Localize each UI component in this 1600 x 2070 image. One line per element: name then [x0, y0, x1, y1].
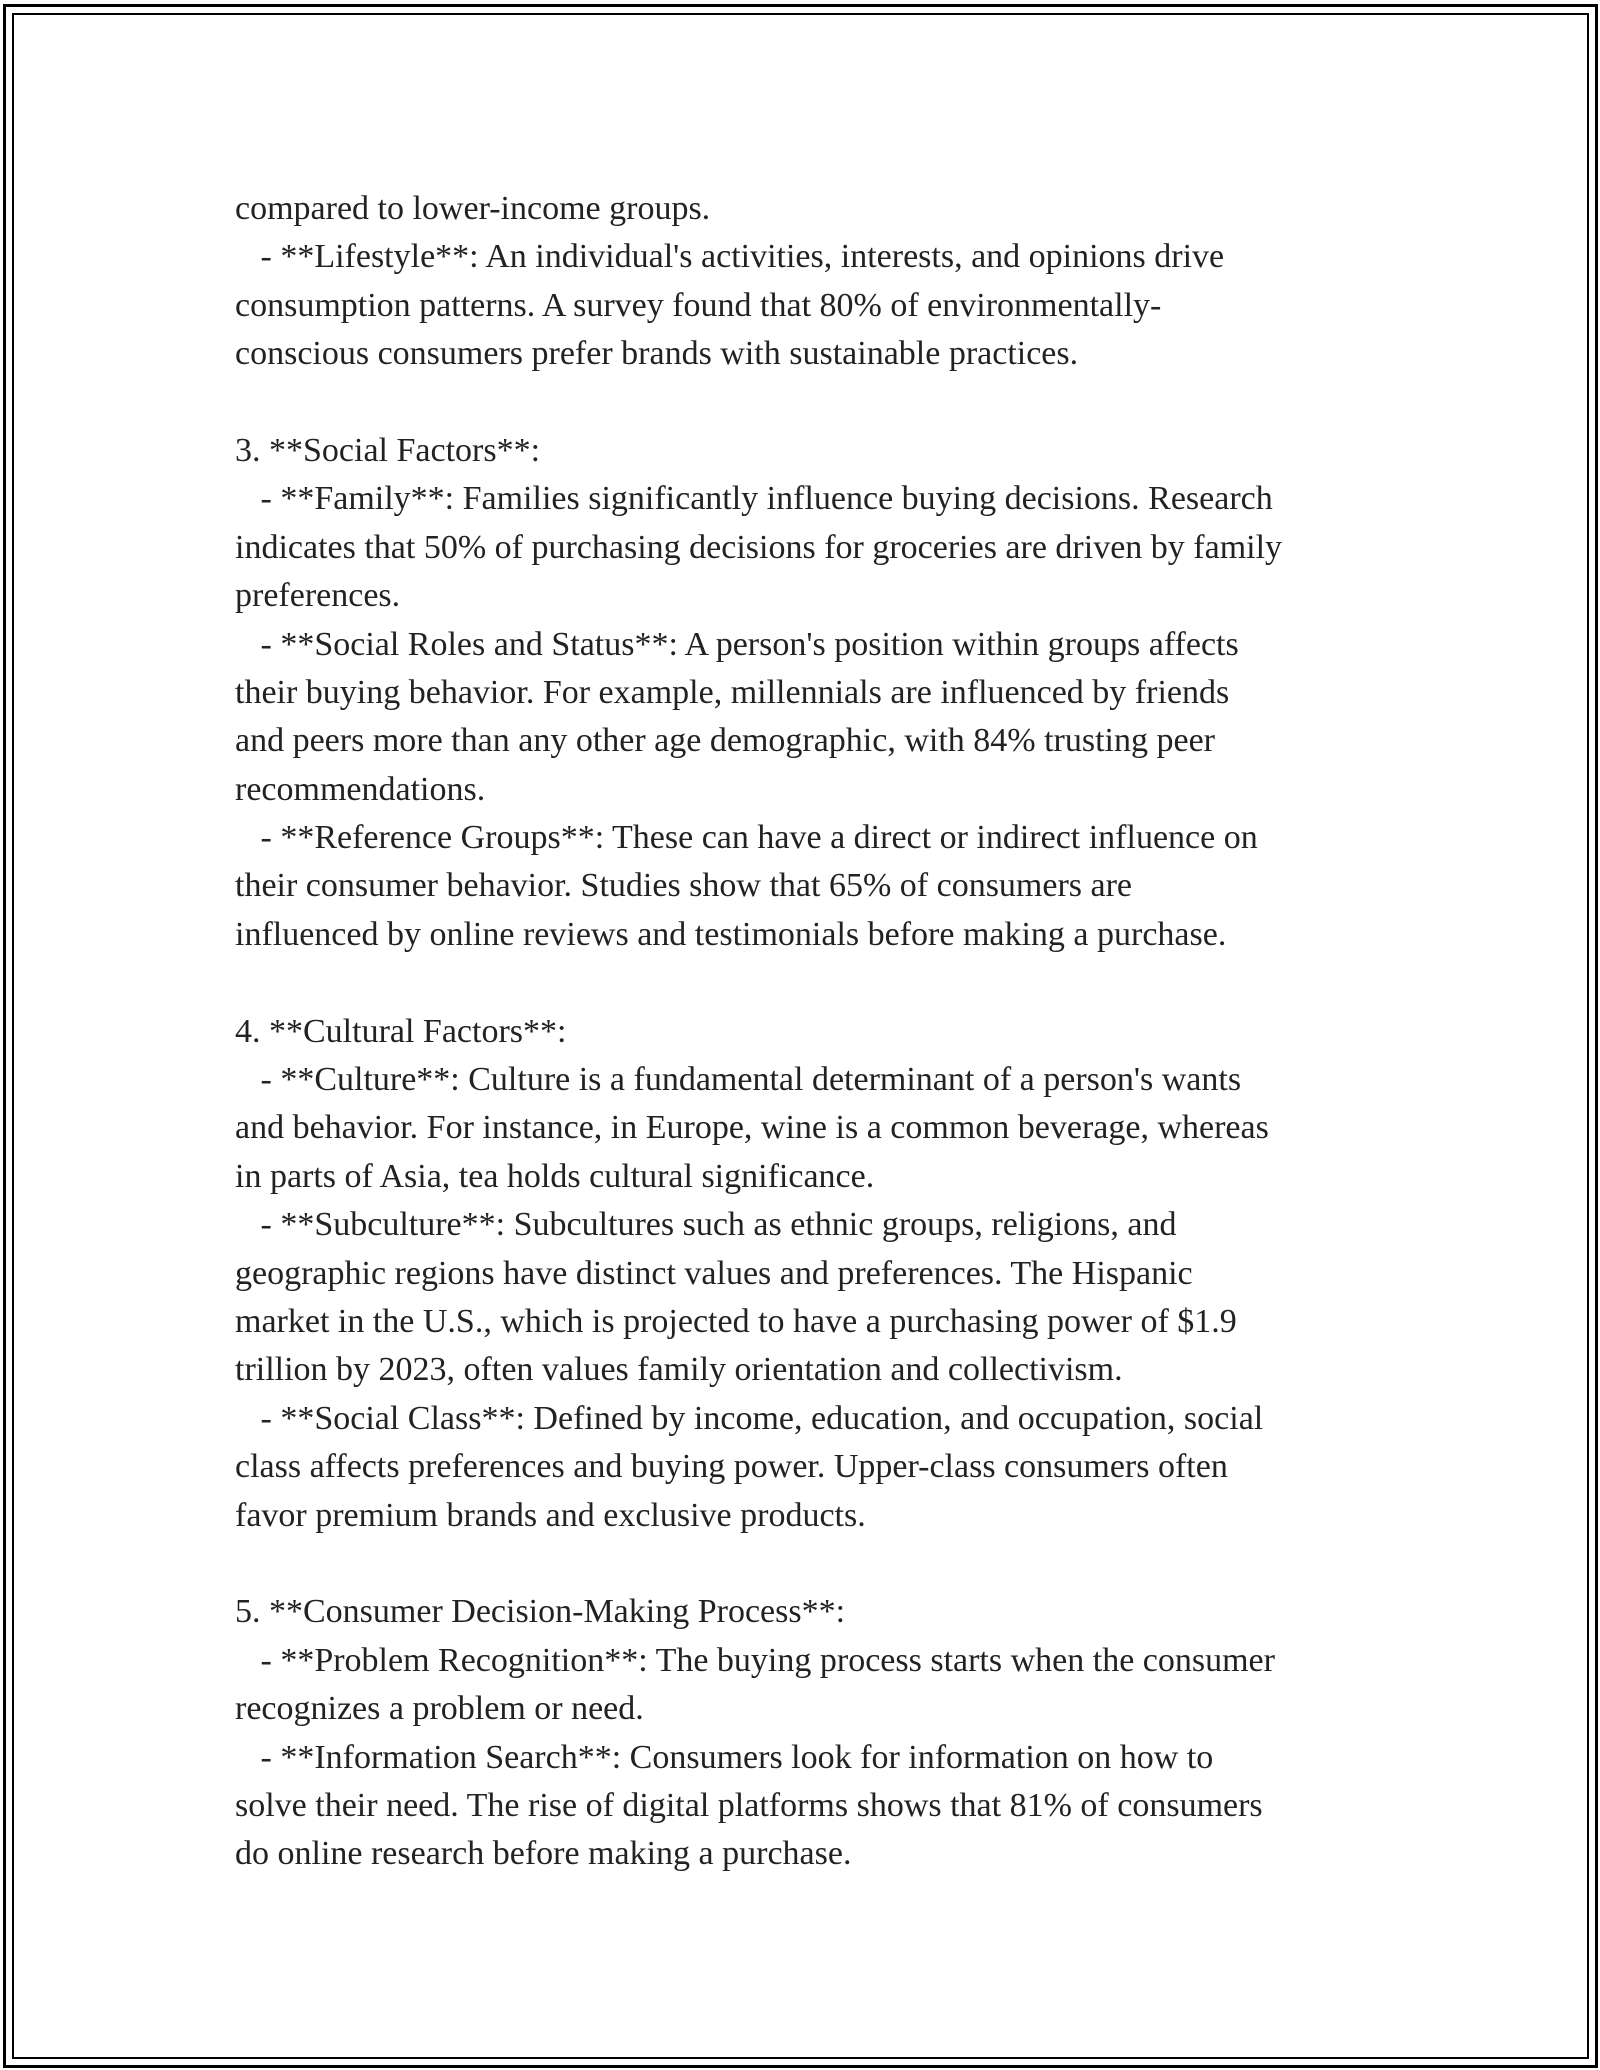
section-heading-decision-process: 5. **Consumer Decision-Making Process**: [235, 1593, 846, 1631]
text-line: favor premium brands and exclusive products. [235, 1496, 866, 1534]
blank-line [235, 379, 1385, 427]
text-line: their consumer behavior. Studies show that 65% of consumers are [235, 867, 1133, 905]
text-line: - **Culture**: Culture is a fundamental determinant of a person's wants [235, 1061, 1242, 1099]
text-line: - **Lifestyle**: An individual's activities, interests, and opinions drive [235, 238, 1225, 276]
text-line: recommendations. [235, 770, 486, 808]
blank-line [235, 1540, 1385, 1588]
text-line: conscious consumers prefer brands with sustainable practices. [235, 335, 1079, 373]
text-line: - **Social Roles and Status**: A person's position within groups affects [235, 625, 1239, 663]
text-line: and peers more than any other age demographic, with 84% trusting peer [235, 722, 1216, 760]
text-line: recognizes a problem or need. [235, 1690, 644, 1728]
section-heading-cultural-factors: 4. **Cultural Factors**: [235, 1012, 567, 1050]
section-heading-social-factors: 3. **Social Factors**: [235, 431, 541, 469]
text-line: preferences. [235, 577, 401, 615]
text-line: - **Family**: Families significantly influence buying decisions. Research [235, 480, 1273, 518]
text-line: solve their need. The rise of digital platforms shows that 81% of consumers [235, 1786, 1263, 1824]
text-line: trillion by 2023, often values family orientation and collectivism. [235, 1351, 1123, 1389]
text-line: their buying behavior. For example, millennials are influenced by friends [235, 673, 1230, 711]
text-line: do online research before making a purchase. [235, 1835, 852, 1873]
text-line: compared to lower-income groups. [235, 190, 711, 227]
text-line: - **Subculture**: Subcultures such as ethnic groups, religions, and [235, 1206, 1177, 1244]
text-line: - **Reference Groups**: These can have a direct or indirect influence on [235, 819, 1258, 857]
text-line: class affects preferences and buying power. Upper-class consumers often [235, 1448, 1228, 1486]
text-line: geographic regions have distinct values and preferences. The Hispanic [235, 1254, 1193, 1292]
text-line: - **Social Class**: Defined by income, education, and occupation, social [235, 1399, 1264, 1437]
text-line: influenced by online reviews and testimonials before making a purchase. [235, 915, 1227, 953]
text-line: - **Information Search**: Consumers look for information on how to [235, 1738, 1214, 1776]
text-line: market in the U.S., which is projected to have a purchasing power of $1.9 [235, 1302, 1237, 1340]
text-line: indicates that 50% of purchasing decisions for groceries are driven by family [235, 528, 1283, 566]
document-body [235, 185, 1385, 1879]
text-line: in parts of Asia, tea holds cultural significance. [235, 1157, 875, 1195]
text-line: - **Problem Recognition**: The buying process starts when the consumer [235, 1641, 1275, 1679]
text-line: and behavior. For instance, in Europe, wine is a common beverage, whereas [235, 1109, 1269, 1147]
blank-line [235, 959, 1385, 1007]
text-line: consumption patterns. A survey found that 80% of environmentally- [235, 286, 1162, 324]
